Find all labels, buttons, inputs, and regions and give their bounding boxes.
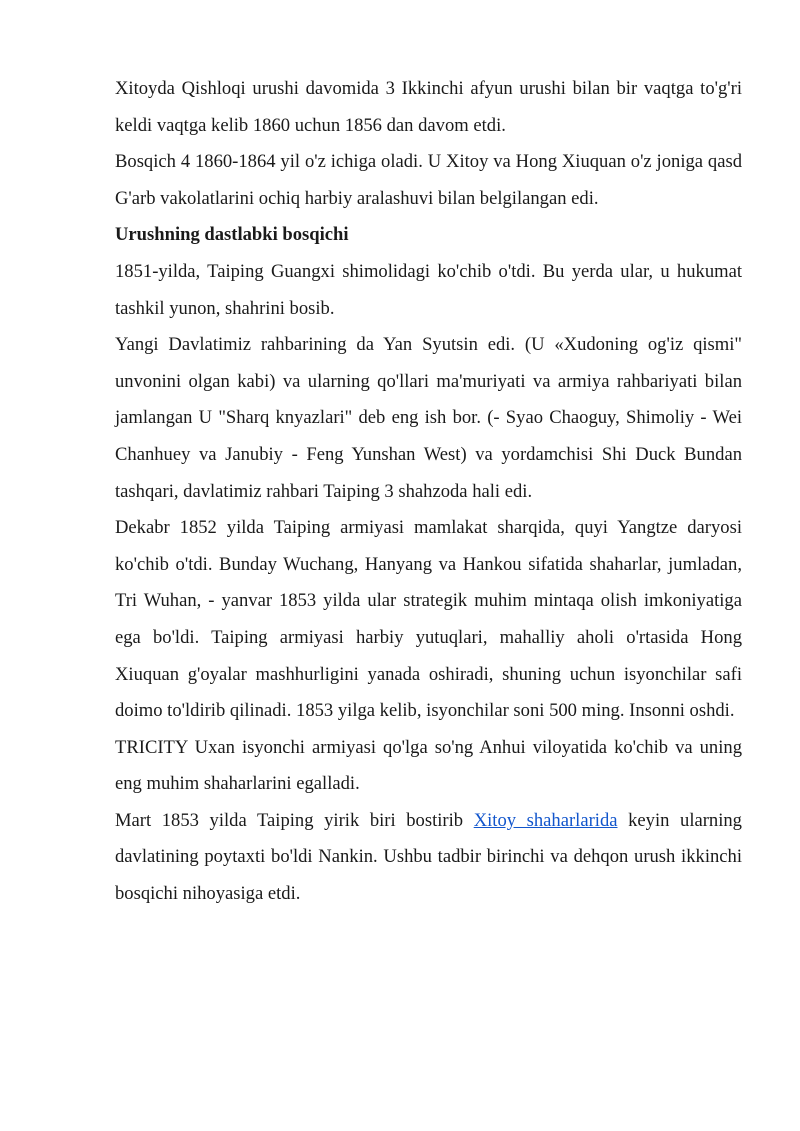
china-cities-link[interactable]: Xitoy shaharlarida: [473, 809, 618, 831]
paragraph-text-after-link: keyin ularning davlatining poytaxti bo'ldi Nankin. Ushbu tadbir birinchi va dehqon urush ikkinchi bosqichi nihoyasiga etdi.: [115, 809, 742, 905]
paragraph-text-before-link: Mart 1853 yilda Taiping yirik biri bostirib: [115, 809, 474, 831]
paragraph-march-1853: [115, 803, 742, 913]
paragraph-new-state-leaders: Yangi Davlatimiz rahbarining da Yan Syutsin edi. (U «Xudoning og'iz qismi" unvonini olgan kabi) va ularning qo'llari ma'muriyati va armiya rahbariyati bilan jamlangan U "Sharq knyazlari" deb eng ish bor. (- Syao Chaoguy, Shimoliy - Wei Chanhuey va Janubiy - Feng Yunshan West) va yordamchisi Shi Duck Bundan tashqari, davlatimiz rahbari Taiping 3 shahzoda hali edi.: [115, 334, 742, 502]
section-heading: Urushning dastlabki bosqichi: [115, 224, 349, 246]
paragraph-1851: 1851-yilda, Taiping Guangxi shimolidagi ko'chib o'tdi. Bu yerda ular, u hukumat tashkil yunon, shahrini bosib.: [115, 260, 742, 319]
document-page: [115, 71, 742, 913]
paragraph-tricity: TRICITY Uxan isyonchi armiyasi qo'lga so'ng Anhui viloyatida ko'chib va uning eng muhim shaharlarini egalladi.: [115, 736, 742, 795]
paragraph-opium-war: Xitoyda Qishloqi urushi davomida 3 Ikkinchi afyun urushi bilan bir vaqtga to'g'ri keldi vaqtga kelib 1860 uchun 1856 dan davom etdi.: [115, 78, 742, 136]
paragraph-stage-4: Bosqich 4 1860-1864 yil o'z ichiga oladi. U Xitoy va Hong Xiuquan o'z joniga qasd G'arb vakolatlarini ochiq harbiy aralashuvi bilan belgilangan edi.: [115, 151, 742, 209]
paragraph-december-1852: Dekabr 1852 yilda Taiping armiyasi mamlakat sharqida, quyi Yangtze daryosi ko'chib o'tdi. Bunday Wuchang, Hanyang va Hankou sifatida shaharlar, jumladan, Tri Wuhan, - yanvar 1853 yilda ular strategik muhim mintaqa olish imkoniyatiga ega bo'ldi. Taiping armiyasi harbiy yutuqlari, mahalliy aholi o'rtasida Hong Xiuquan g'oyalar mashhurligini yanada oshiradi, shuning uchun isyonchilar safi doimo to'ldirib qilinadi. 1853 yilga kelib, isyonchilar soni 500 ming. Insonni oshdi.: [115, 517, 742, 722]
